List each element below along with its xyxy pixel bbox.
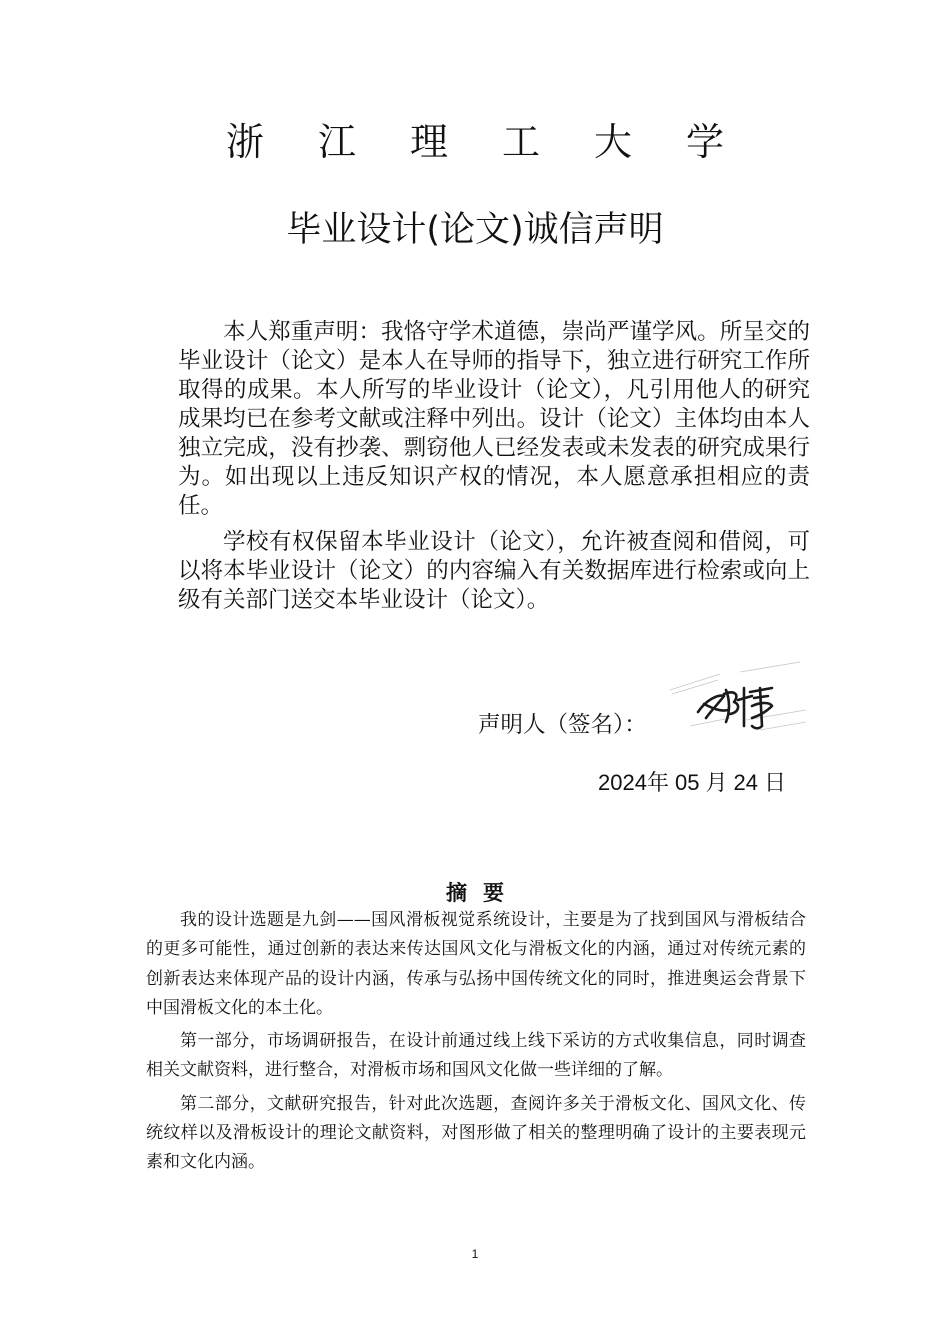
declaration-title: 毕业设计(论文)诚信声明 [286,210,664,250]
page-number: 1 [471,1247,479,1261]
signer-label: 声明人（签名）： [478,712,647,738]
date-day-unit: 日 [763,770,786,795]
date-month-unit: 月 [705,770,728,795]
declaration-date [598,768,786,798]
date-month: 05 [674,770,700,795]
abstract-paragraph: 第一部分，市场调研报告，在设计前通过线上线下采访的方式收集信息，同时调查相关文献资料，进行整合，对滑板市场和国风文化做一些详细的了解。 [146,1031,806,1081]
declaration-paragraph: 学校有权保留本毕业设计（论文），允许被查阅和借阅，可以将本毕业设计（论文）的内容编入有关数据库进行检索或向上级有关部门送交本毕业设计（论文）。 [178,529,810,613]
abstract-paragraph: 我的设计选题是九剑——国风滑板视觉系统设计，主要是为了找到国风与滑板结合的更多可能性，通过创新的表达来传达国风文化与滑板文化的内涵，通过对传统元素的创新表达来体现产品的设计内涵，传承与弘扬中国传统文化的同时，推进奥运会背景下中国滑板文化的本土化。 [146,910,806,1018]
university-name: 浙江理工大学 [225,120,778,164]
abstract-paragraph: 第二部分，文献研究报告，针对此次选题，查阅许多关于滑板文化、国风文化、传统纹样以及滑板设计的理论文献资料，对图形做了相关的整理明确了设计的主要表现元素和文化内涵。 [146,1093,806,1173]
date-day: 24 [733,770,758,795]
abstract-body [146,906,806,1178]
date-year-unit: 年 [646,770,669,795]
date-year: 2024 [598,770,647,795]
declaration-paragraph: 本人郑重声明：我恪守学术道德，崇尚严谨学风。所呈交的毕业设计（论文）是本人在导师的指导下，独立进行研究工作所取得的成果。本人所写的毕业设计（论文），凡引用他人的研究成果均已在参考文献或注释中列出。设计（论文）主体均由本人独立完成，没有抄袭、剽窃他人已经发表或未发表的研究成果行为。如出现以上违反知识产权的情况，本人愿意承担相应的责任。 [178,319,810,519]
declaration-body [178,318,810,615]
handwritten-signature [660,660,810,740]
abstract-title: 摘要 [446,881,520,905]
